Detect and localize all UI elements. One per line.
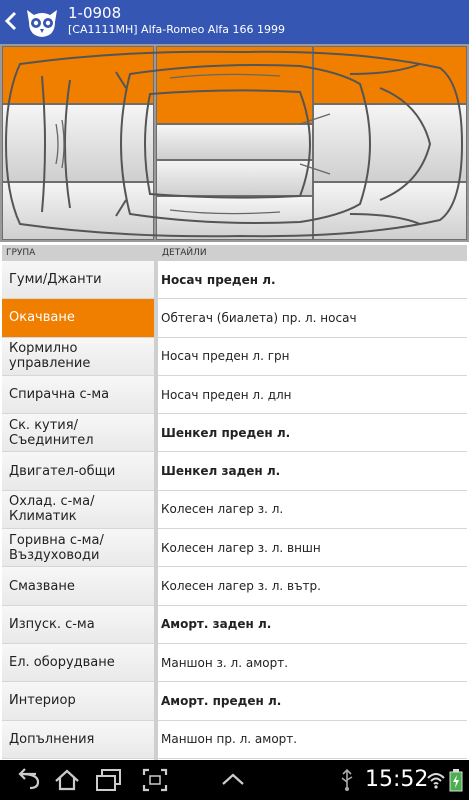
detail-item[interactable] [158,644,467,682]
wifi-icon [426,766,446,794]
group-item-label: Допълнения [9,731,95,747]
battery-icon [448,766,464,794]
detail-item-label: Маншон пр. л. аморт. [161,732,298,747]
detail-item[interactable] [158,567,467,605]
detail-item-label: Шенкел преден л. [161,425,291,440]
group-item[interactable] [2,491,154,529]
detail-item[interactable] [158,682,467,720]
group-item-label: Гуми/Джанти [9,272,102,288]
detail-item[interactable] [158,376,467,414]
group-item[interactable] [2,721,154,759]
group-item-label: Окачване [9,310,75,326]
detail-item[interactable] [158,299,467,337]
detail-item[interactable] [158,721,467,759]
chevron-left-icon[interactable] [4,11,20,31]
detail-item-label: Обтегач (биалета) пр. л. носач [161,310,357,325]
menu-up-icon[interactable] [218,766,248,794]
group-column-header: ГРУПА [2,245,154,261]
detail-item-label: Носач преден л. длн [161,387,292,402]
detail-item[interactable] [158,606,467,644]
zone-front-middle[interactable] [2,104,154,182]
detail-item[interactable] [158,261,467,299]
details-list [158,261,467,759]
zone-rear-middle[interactable] [313,104,467,182]
order-title: 1-0908 [68,4,122,22]
zone-floor[interactable] [156,196,313,240]
car-zone-selector [0,44,469,242]
group-item[interactable] [2,529,154,567]
group-item-label: Охлад. с-ма/ Климатик [9,494,95,525]
home-nav-icon[interactable] [52,766,82,794]
detail-item-label: Шенкел заден л. [161,464,281,479]
detail-item-label: Колесен лагер з. л. вътр. [161,579,321,594]
detail-item[interactable] [158,452,467,490]
recent-apps-icon[interactable] [94,766,124,794]
detail-item-label: Аморт. заден л. [161,617,272,632]
group-list [2,261,154,759]
zone-rear-top[interactable] [313,46,467,104]
group-item-label: Изпуск. с-ма [9,616,95,632]
group-item-label: Спирачна с-ма [9,387,110,403]
usb-icon [336,766,358,794]
details-column-header: ДЕТАЙЛИ [158,245,467,261]
group-item[interactable] [2,606,154,644]
zone-rear-bottom[interactable] [313,182,467,240]
detail-item[interactable] [158,338,467,376]
group-item[interactable] [2,299,154,337]
group-item-label: Двигател-общи [9,463,116,479]
vehicle-subtitle: [CA1111MH] Alfa-Romeo Alfa 166 1999 [68,23,285,36]
detail-item-label: Носач преден л. грн [161,349,290,364]
detail-item[interactable] [158,491,467,529]
group-item-label: Интериор [9,693,76,709]
back-nav-icon[interactable] [14,766,44,794]
group-item[interactable] [2,452,154,490]
group-item-label: Кормилно управление [9,341,91,372]
detail-item-label: Аморт. преден л. [161,693,282,708]
group-item[interactable] [2,567,154,605]
zone-middle-upper[interactable] [156,124,313,160]
zone-middle-lower[interactable] [156,160,313,196]
detail-item-label: Колесен лагер з. л. вншн [161,540,321,555]
group-item-label: Ск. кутия/ Съединител [9,417,94,448]
detail-item-label: Маншон з. л. аморт. [161,655,289,670]
owl-logo-icon[interactable] [24,4,60,40]
group-item-label: Горивна с-ма/ Въздуховоди [9,532,104,563]
zone-front-top[interactable] [2,46,154,104]
group-item-label: Смазване [9,578,75,594]
action-bar [0,0,469,44]
group-item[interactable] [2,644,154,682]
zone-roof[interactable] [156,46,313,124]
group-item[interactable] [2,414,154,452]
group-item[interactable] [2,376,154,414]
detail-item-label: Колесен лагер з. л. [161,502,284,517]
detail-item[interactable] [158,414,467,452]
detail-item[interactable] [158,529,467,567]
group-item[interactable] [2,261,154,299]
screenshot-icon[interactable] [140,766,170,794]
zone-front-bottom[interactable] [2,182,154,240]
detail-item-label: Носач преден л. [161,272,276,287]
group-item[interactable] [2,682,154,720]
group-item-label: Ел. оборудване [9,655,115,671]
group-item[interactable] [2,338,154,376]
status-clock: 15:52 [365,767,429,792]
system-navigation-bar [0,760,469,800]
